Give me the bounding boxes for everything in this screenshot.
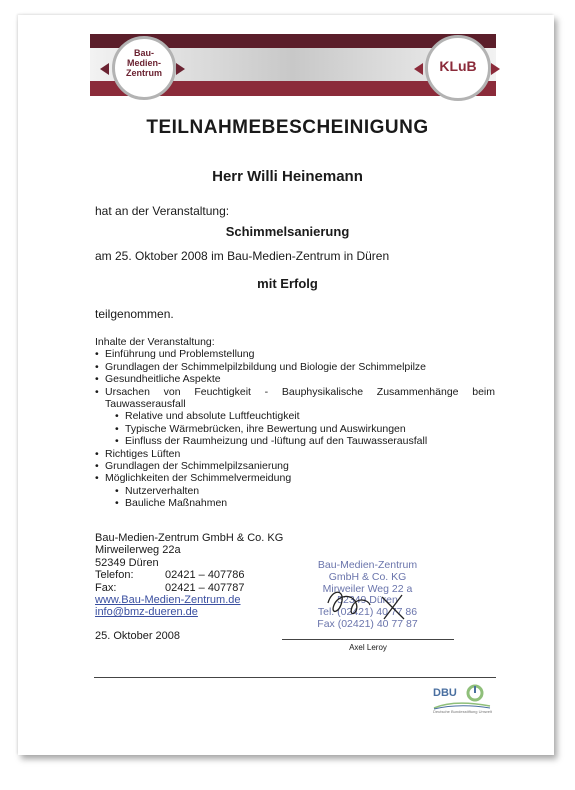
right-arrow-icon <box>176 63 185 75</box>
dbu-emblem-icon <box>465 683 485 703</box>
stamp-line: Bau-Medien-Zentrum <box>317 559 418 571</box>
list-item: • Grundlagen der Schimmelpilzbildung und Biologie der Schimmelpilze <box>95 361 495 373</box>
event-name: Schimmelsanierung <box>225 224 350 239</box>
stamp-line: Mirweiler Weg 22 a <box>322 582 413 595</box>
bmz-logo-text <box>115 48 173 78</box>
street: Mirweilerweg 22a <box>95 544 181 557</box>
stamp-line: GmbH & Co. KG <box>328 570 407 583</box>
phone-number: 02421 – 407786 <box>165 569 245 582</box>
klub-logo <box>425 35 491 101</box>
recipient-name: Herr Willi Heinemann <box>212 168 363 185</box>
contents-list <box>95 348 495 410</box>
dbu-logo <box>433 683 491 717</box>
city: 52349 Düren <box>95 556 159 569</box>
document-title: TEILNAHMEBESCHEINIGUNG <box>146 117 429 138</box>
dbu-tagline: Deutsche Bundesstiftung Umwelt <box>433 709 492 714</box>
website-link[interactable]: www.Bau-Medien-Zentrum.de <box>95 594 241 607</box>
list-item: • Gesundheitliche Aspekte <box>95 373 495 385</box>
contents-section <box>95 336 495 510</box>
sub-list-item: • Nutzerverhalten <box>115 485 495 497</box>
bmz-logo <box>112 36 176 100</box>
footer-divider <box>94 677 496 678</box>
bmz-logo-line-1: Bau- <box>134 48 154 58</box>
participated-text: teilgenommen. <box>95 307 174 321</box>
list-item: • Grundlagen der Schimmelpilzsanierung <box>95 460 495 472</box>
contents-list <box>95 448 495 485</box>
intro-text: hat an der Veranstaltung: <box>95 204 230 218</box>
signer-name: Axel Leroy <box>349 643 387 652</box>
header-banner <box>90 34 496 96</box>
list-item-text-continued: Tauwasserausfall <box>105 398 186 411</box>
result-text: mit Erfolg <box>257 276 318 291</box>
dbu-logo-text: DBU <box>433 687 457 699</box>
issue-date: 25. Oktober 2008 <box>95 630 181 642</box>
fax-number: 02421 – 407787 <box>165 581 245 594</box>
sub-list-item: • Einfluss der Raumheizung und -lüftung auf den Tauwasserausfall <box>115 435 495 447</box>
list-item <box>95 386 495 411</box>
handwritten-signature <box>322 585 412 625</box>
right-arrow-icon <box>491 63 500 75</box>
bmz-logo-line-2: Medien- <box>126 58 161 68</box>
stamp-line: 52349 Düren <box>337 594 398 607</box>
sub-list-item: • Bauliche Maßnahmen <box>115 497 495 509</box>
bmz-logo-line-3: Zentrum <box>126 68 162 78</box>
contents-heading: Inhalte der Veranstaltung: <box>95 336 215 348</box>
address-block <box>95 532 283 619</box>
stamp-line: Fax (02421) 40 77 87 <box>317 617 418 630</box>
company-name: Bau-Medien-Zentrum GmbH & Co. KG <box>95 532 284 544</box>
event-detail: am 25. Oktober 2008 im Bau-Medien-Zentrum in Düren <box>95 249 390 263</box>
email-link[interactable]: info@bmz-dueren.de <box>95 606 198 619</box>
sub-list-item: • Typische Wärmebrücken, ihre Bewertung und Auswirkungen <box>115 423 495 435</box>
contents-sublist <box>95 485 495 510</box>
list-item-text: • Ursachen von Feuchtigkeit - Bauphysikalische Zusammenhänge beim <box>105 385 495 398</box>
fax-label: Fax: <box>95 581 117 594</box>
stamp-line: Tel. (02421) 40 77 86 <box>317 606 418 619</box>
list-item: • Möglichkeiten der Schimmelvermeidung <box>95 472 495 484</box>
signature-line <box>282 639 454 640</box>
phone-row <box>95 569 283 581</box>
list-item: • Einführung und Problemstellung <box>95 348 495 360</box>
list-item: • Richtiges Lüften <box>95 448 495 460</box>
fax-row <box>95 582 283 594</box>
klub-logo-text: KLuB <box>439 58 477 74</box>
left-arrow-icon <box>100 63 109 75</box>
sub-list-item: • Relative und absolute Luftfeuchtigkeit <box>115 410 495 422</box>
left-arrow-icon <box>414 63 423 75</box>
phone-label: Telefon: <box>95 569 134 582</box>
contents-sublist <box>95 410 495 447</box>
